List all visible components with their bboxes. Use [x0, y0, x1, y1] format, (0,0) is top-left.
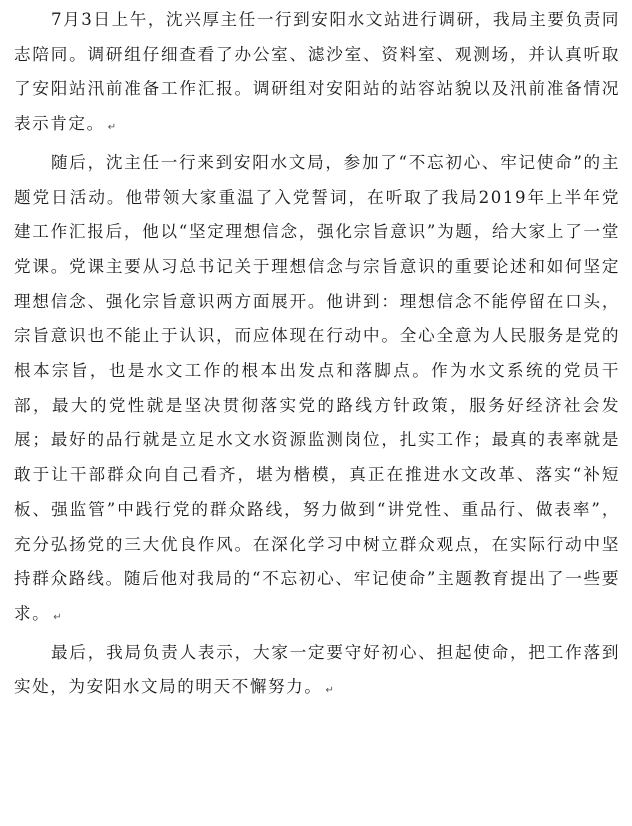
paragraph-1 — [14, 3, 620, 146]
paragraph-mark-icon: ↵ — [325, 685, 334, 697]
paragraph-2-text: 随后，沈主任一行来到安阳水文局，参加了“不忘初心、牢记使命”的主题党日活动。他带领大家重温了入党誓词，在听取了我局2019年上半年党建工作汇报后，他以“坚定理想信念，强化宗旨意识”为题，给大家上了一堂党课。党课主要从习总书记关于理想信念与宗旨意识的重要论述和如何坚定理想信念、强化宗旨意识两方面展开。他讲到：理想信念不能停留在口头，宗旨意识也不能止于认识，而应体现在行动中。全心全意为人民服务是党的根本宗旨，也是水文工作的根本出发点和落脚点。作为水文系统的党员干部，最大的党性就是坚决贯彻落实党的路线方针政策，服务好经济社会发展；最好的品行就是立足水文水资源监测岗位，扎实工作；最真的表率就是敢于让干部群众向自己看齐，堪为楷模，真正在推进水文改革、落实“补短板、强监管”中践行党的群众路线，努力做到“讲党性、重品行、做表率”，充分弘扬党的三大优良作风。在深化学习中树立群众观点，在实际行动中坚持群众路线。随后他对我局的“不忘初心、牢记使命”主题教育提出了一些要求。 — [14, 152, 620, 623]
paragraph-1-text: 7月3日上午，沈兴厚主任一行到安阳水文站进行调研，我局主要负责同志陪同。调研组仔细查看了办公室、滤沙室、资料室、观测场，并认真听取了安阳站汛前准备工作汇报。调研组对安阳站的站容站貌以及汛前准备情况表示肯定。 — [14, 10, 620, 134]
paragraph-2 — [14, 146, 620, 636]
document-body — [14, 3, 620, 709]
paragraph-3-text: 最后，我局负责人表示，大家一定要守好初心、担起使命，把工作落到实处，为安阳水文局的明天不懈努力。 — [14, 642, 620, 697]
paragraph-mark-icon: ↵ — [107, 122, 117, 134]
paragraph-3 — [14, 636, 620, 709]
paragraph-mark-icon: ↵ — [53, 611, 62, 623]
